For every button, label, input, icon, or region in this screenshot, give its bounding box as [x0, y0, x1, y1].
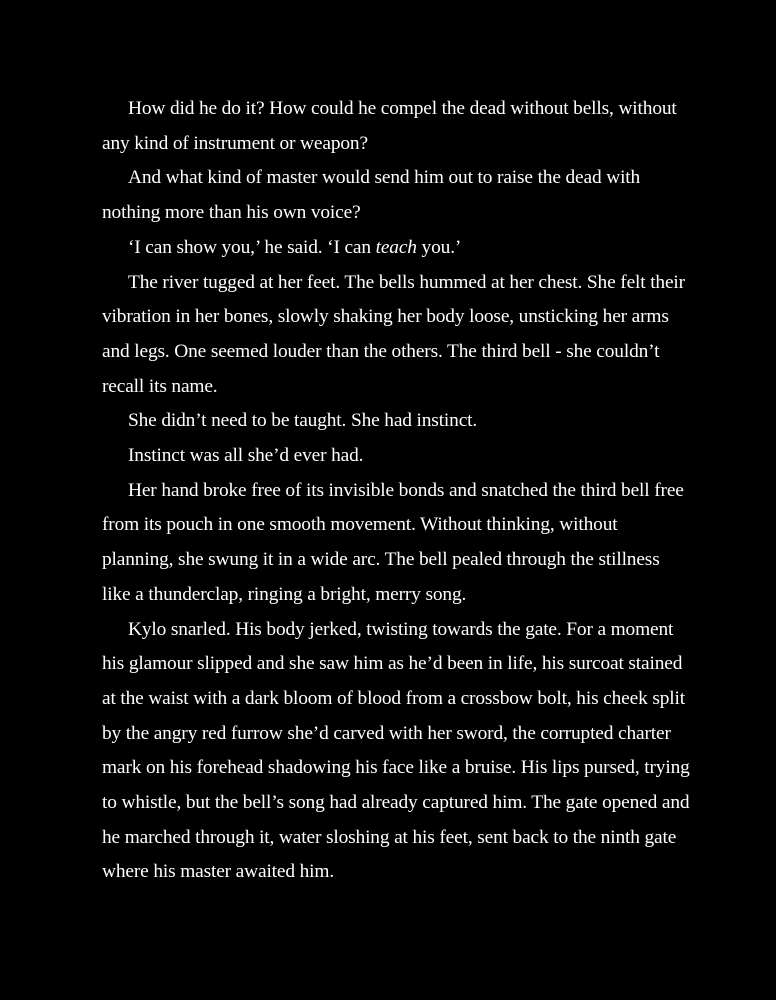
paragraph: How did he do it? How could he compel the dead without bells, without any kind of instrument or weapon?: [102, 98, 677, 154]
paragraph-text: you.’: [416, 236, 462, 258]
emphasized-word: teach: [375, 236, 417, 258]
paragraph: [102, 231, 692, 266]
story-text: [102, 92, 692, 890]
paragraph: She didn’t need to be taught. She had instinct.: [128, 410, 478, 432]
paragraph: Her hand broke free of its invisible bonds and snatched the third bell free from its pouch in one smooth movement. Without thinking, without planning, she swung it in a wide arc. The bell pealed through the stillness like a thunderclap, ringing a bright, merry song.: [102, 479, 684, 605]
paragraph: Kylo snarled. His body jerked, twisting towards the gate. For a moment his glamour slipped and she saw him as he’d been in life, his surcoat stained at the waist with a dark bloom of blood from a crossbow bolt, his cheek split by the angry red furrow she’d carved with her sword, the corrupted charter mark on his forehead shadowing his face like a bruise. His lips pursed, trying to whistle, but the bell’s song had already captured him. The gate opened and he marched through it, water sloshing at his feet, sent back to the ninth gate where his master awaited him.: [102, 618, 690, 883]
paragraph-text: ‘I can show you,’ he said. ‘I can: [128, 236, 376, 258]
paragraph: And what kind of master would send him out to raise the dead with nothing more than his own voice?: [102, 167, 641, 224]
paragraph: The river tugged at her feet. The bells hummed at her chest. She felt their vibration in her bones, slowly shaking her body loose, unsticking her arms and legs. One seemed louder than the others. The third bell - she couldn’t recall its name.: [102, 271, 685, 397]
paragraph: Instinct was all she’d ever had.: [128, 445, 364, 467]
